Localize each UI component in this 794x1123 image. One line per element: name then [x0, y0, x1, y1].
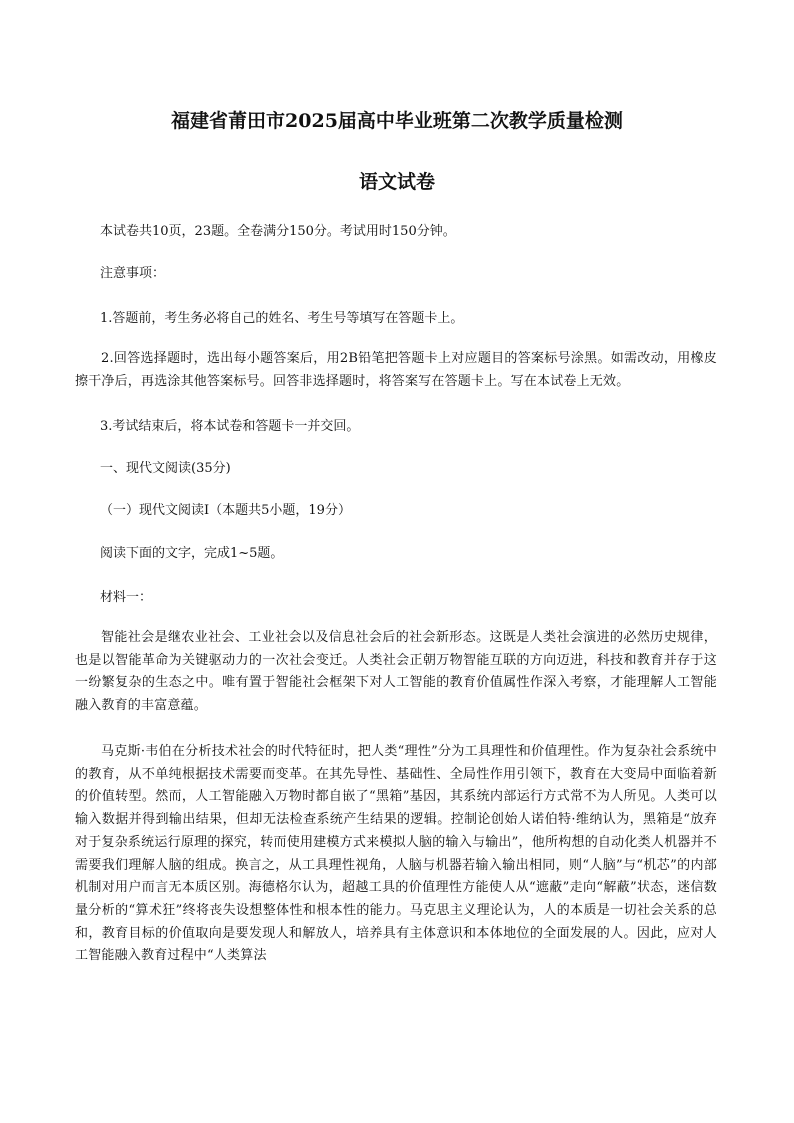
- exam-subtitle: 语文试卷: [358, 171, 435, 193]
- sub-section-heading: （一）现代文阅读Ⅰ（本题共5小题，19分）: [100, 503, 351, 518]
- exam-title: 福建省莆田市2025届高中毕业班第二次教学质量检测: [171, 110, 623, 132]
- section-heading: 一、现代文阅读(35分): [100, 461, 231, 476]
- body-paragraph-2: 马克斯·韦伯在分析技术社会的时代特征时，把人类“理性”分为工具理性和价值理性。作为复杂社会系统中的教育，从不单纯根据技术需要而变革。在其先导性、基础性、全局性作用引领下，教育在大变局中面临着新的价值转型。然而，人工智能融入万物时都自嵌了“黑箱”基因，其系统内部运行方式常不为人所见。人类可以输入数据并得到输出结果，但却无法检查系统产生结果的逻辑。控制论创始人诺伯特·维纳认为，黑箱是“放弃对于复杂系统运行原理的探究，转而使用建模方式来模拟人脑的输入与输出”，他所构想的自动化类人机器并不需要我们理解人脑的组成。换言之，从工具理性视角，人脑与机器若输入输出相同，则“人脑”与“机芯”的内部机制对用户而言无本质区别。海德格尔认为，超越工具的价值理性方能使人从“遮蔽”走向“解蔽”状态，迷信数量分析的“算术狂”终将丧失设想整体性和根本性的能力。马克思主义理论认为，人的本质是一切社会关系的总和，教育目标的价值取向是要发现人和解放人，培养具有主体意识和本体地位的全面发展的人。因此，应对人工智能融入教育过程中“人类算法: [75, 744, 717, 964]
- notice-item-2: 2.回答选择题时，选出每小题答案后，用2B铅笔把答题卡上对应题目的答案标号涂黑。如需改动，用橡皮擦干净后，再选涂其他答案标号。回答非选择题时，将答案写在答题卡上。写在本试卷上无效。: [75, 351, 717, 389]
- notice-item-1: 1.答题前，考生务必将自己的姓名、考生号等填写在答题卡上。: [100, 311, 464, 326]
- material-label: 材料一：: [100, 590, 153, 605]
- notice-heading: 注意事项：: [100, 266, 166, 281]
- body-paragraph-1: 智能社会是继农业社会、工业社会以及信息社会后的社会新形态。这既是人类社会演进的必然历史规律，也是以智能革命为关键驱动力的一次社会变迁。人类社会正朝万物智能互联的方向迈进，科技和教育并存于这一纷繁复杂的生态之中。唯有置于智能社会框架下对人工智能的教育价值属性作深入考察，才能理解人工智能融入教育的丰富意蕴。: [75, 630, 717, 714]
- reading-instruction: 阅读下面的文字，完成1~5题。: [100, 546, 284, 561]
- notice-item-3: 3.考试结束后，将本试卷和答题卡一并交回。: [100, 419, 360, 434]
- exam-summary: 本试卷共10页，23题。全卷满分150分。考试用时150分钟。: [100, 224, 456, 239]
